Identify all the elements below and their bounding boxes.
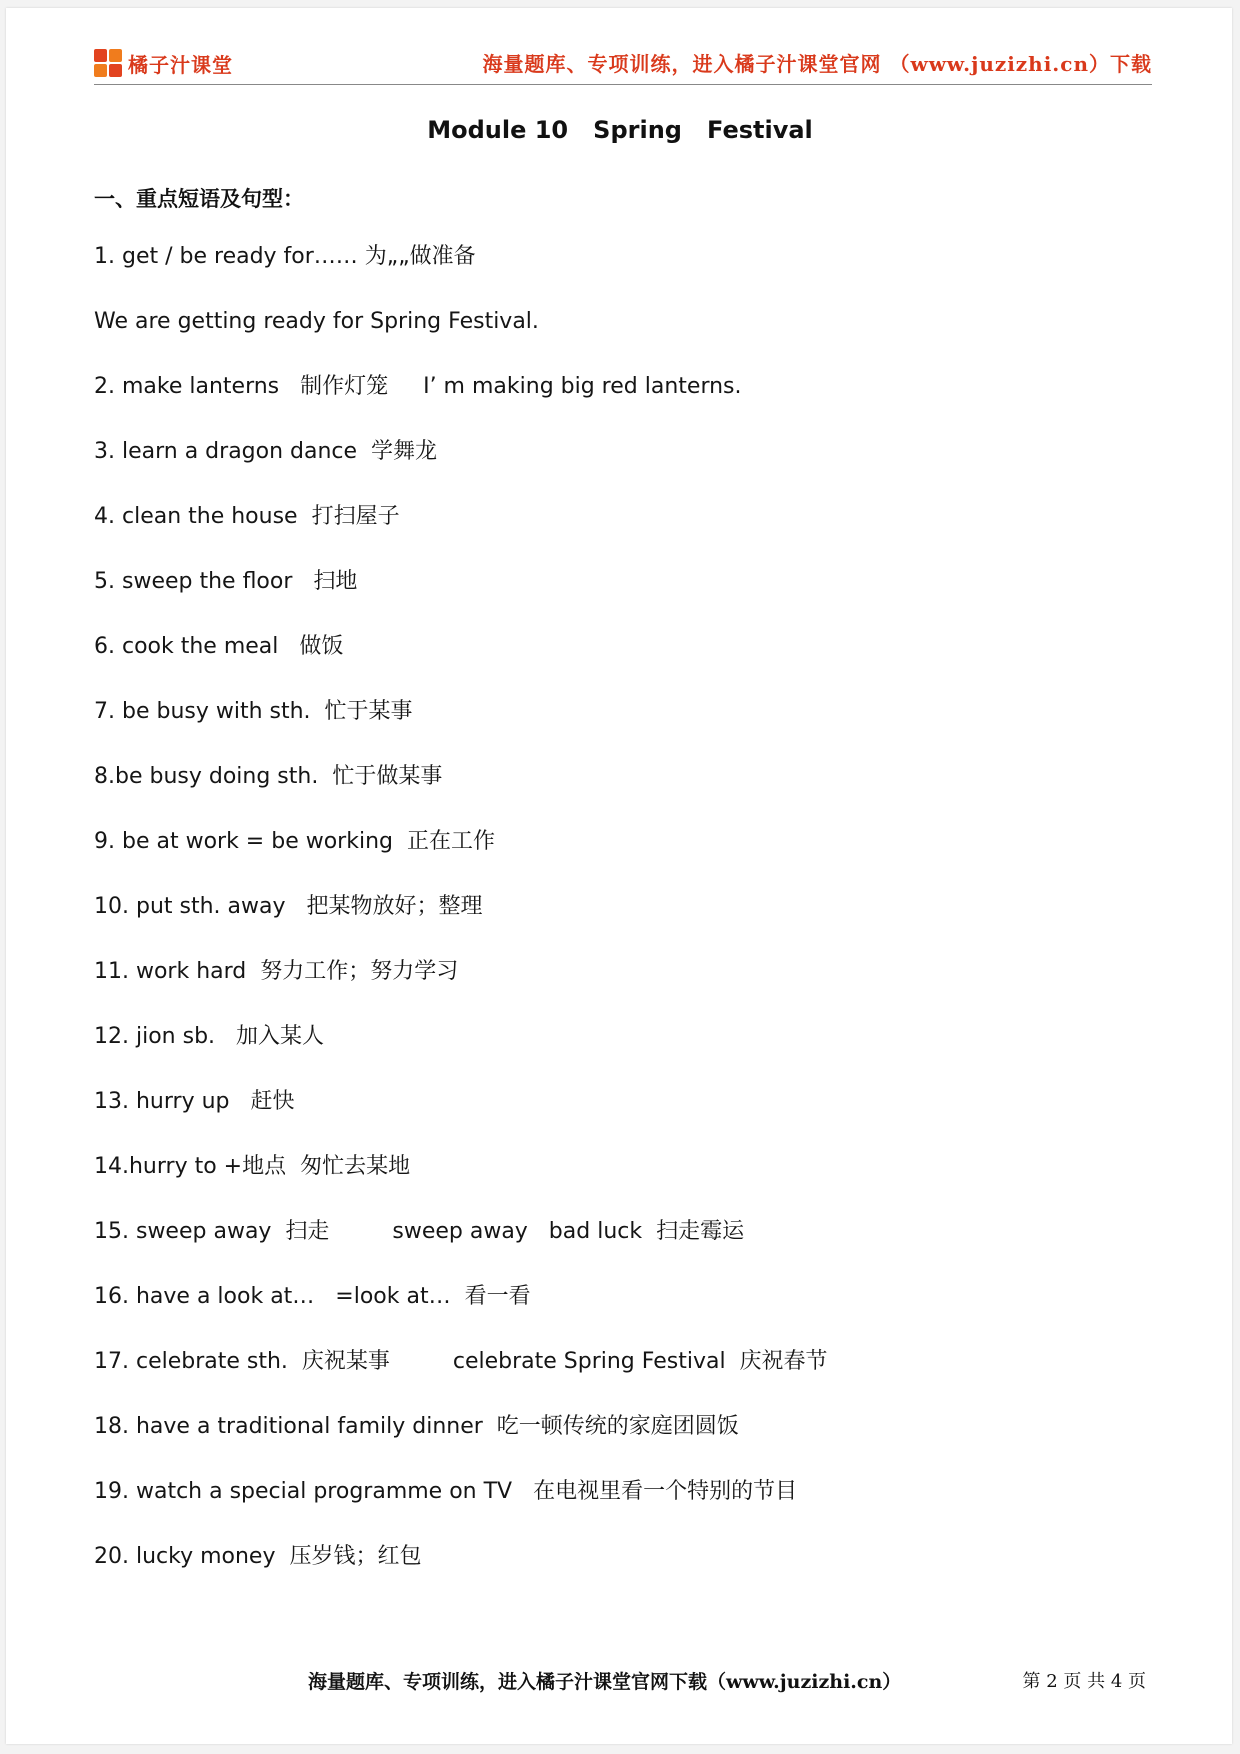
list-item: 14.hurry to +地点 匆忙去某地 [94, 1154, 411, 1179]
list-item: 18. have a traditional family dinner 吃一顿传统的家庭团圆饭 [94, 1414, 739, 1439]
document-title: Module 10 Spring Festival [427, 116, 813, 144]
logo-text: 橘子汁课堂 [128, 52, 233, 77]
list-item: 15. sweep away 扫走 sweep away bad luck 扫走霉运 [94, 1219, 745, 1244]
list-item: 20. lucky money 压岁钱；红包 [94, 1544, 422, 1569]
list-item: 2. make lanterns 制作灯笼 I’ m making big red lanterns. [94, 374, 742, 399]
list-item: 10. put sth. away 把某物放好；整理 [94, 894, 483, 919]
logo-icon [94, 49, 122, 77]
header-divider [94, 84, 1152, 85]
page-header [94, 42, 1152, 84]
phrase-list [94, 242, 1134, 1607]
page-footer [0, 1667, 1240, 1697]
list-item: 19. watch a special programme on TV 在电视里看一个特别的节目 [94, 1479, 798, 1504]
list-item: 8.be busy doing sth. 忙于做某事 [94, 764, 443, 789]
page-number: 第 2 页 共 4 页 [1022, 1671, 1146, 1692]
list-item: 9. be at work = be working 正在工作 [94, 829, 495, 854]
footer-slogan: 海量题库、专项训练，进入橘子汁课堂官网下载（www.juzizhi.cn） [308, 1671, 902, 1693]
list-item: 16. have a look at… =look at… 看一看 [94, 1284, 531, 1309]
list-item: 4. clean the house 打扫屋子 [94, 504, 400, 529]
list-item: We are getting ready for Spring Festival. [94, 309, 539, 334]
list-item: 5. sweep the floor 扫地 [94, 569, 358, 594]
list-item: 3. learn a dragon dance 学舞龙 [94, 439, 438, 464]
list-item: 13. hurry up 赶快 [94, 1089, 295, 1114]
list-item: 6. cook the meal 做饭 [94, 634, 344, 659]
brand-logo [94, 46, 233, 80]
list-item: 11. work hard 努力工作；努力学习 [94, 959, 459, 984]
list-item: 7. be busy with sth. 忙于某事 [94, 699, 413, 724]
list-item: 1. get / be ready for…… 为„„做准备 [94, 244, 476, 269]
list-item: 17. celebrate sth. 庆祝某事 celebrate Spring Festival 庆祝春节 [94, 1349, 828, 1374]
header-slogan: 海量题库、专项训练，进入橘子汁课堂官网 （www.juzizhi.cn）下载 [482, 52, 1152, 76]
list-item: 12. jion sb. 加入某人 [94, 1024, 325, 1049]
section-heading: 一、重点短语及句型： [94, 187, 304, 211]
